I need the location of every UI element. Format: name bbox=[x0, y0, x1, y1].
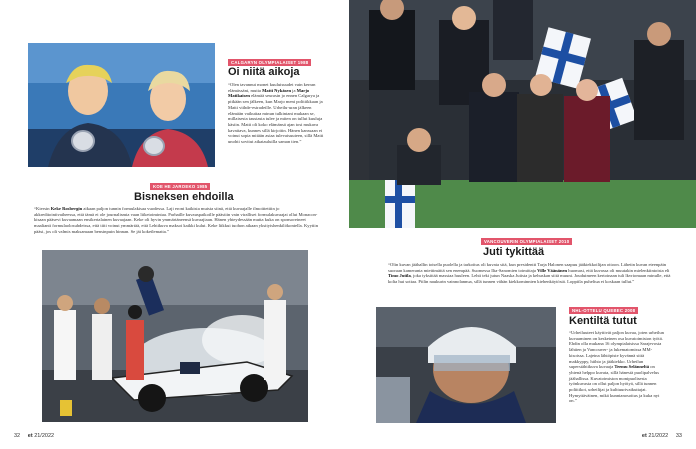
body-vancouver: “Olin kuvan jäähallin toisella puolella ja tarkoitus oli kuvata sitä, kun presidentti Tarja Halonen saapuu jääkiekkoilijan ottoon. Lähetin kuvan eteenpäin suoraan kameranta miettimättä sen enempää. Suomessa Ilta-Sanomien toimittaja Ville Väänänen huomasi, että kuvassa oli muutakin mielenkiintoista eli Timo Jutila, joka tyksittää massiaa huuleen. Lehti teki jutun Naaska Jutista ja kehuskan siitä muuni. Jouduimeen kertoinaan tuli lkvriomaan minulle, että kolta hui sottaa. Piilin naukurin vainnolannua, sillä tunnen vähän kiekkominnien kiehenkäytöstä. Loppiila puheltua ei koskaan tullut.” bbox=[388, 262, 671, 285]
photo-nhl-quebec bbox=[376, 307, 556, 423]
magazine-logo: et bbox=[27, 433, 33, 439]
body-calgary: “Olen tavannut monet kuuluisuudet vain kerran elämässäni, mutta Matti Nykäsen ja Marjo Matikaisen elämää seurasin jo ennen Calgarya ja pitkään sen jälkeen, kun Marjo meni politiikkaan ja Matti viihde-estradeille. Urheilu-uran jälkeen elämään vaikuttaa minun tulkintani mukaan se, millaisesta taustasta tulee ja miten on tullut kuuluja käsiin. Matti oli koko elämänsä ajan tosi mukava kavattava, kunnes sillä kirjoitin. Hänen kanssaan ei voinut sopia mitään asiaa tulevaisuuteen, sillä Matti unohti sovitut aikatauluilla saman tien.” bbox=[228, 82, 324, 145]
person-name: Matti Nykäsen bbox=[262, 87, 292, 93]
person-name: Timo Jutila bbox=[388, 273, 411, 279]
body-formula: “Kiersin Keke Rosbergin aikaan paljon tunnin formulakisaa vuodessa. Laji eroni kaikista muista siinä, että kuvaajalle ilmoittettiin jo akkreditointivaiheessa, että tämä ei ole journalismia vaan liiketoimintaa. Parhaille kuvauspaikoille päästiin vain viralliset formulakuvaajat ollut Monacon- kisaan pääsevi kuvaamaan ensikertalainen kuvaajaan. Keke oli hyvin ymmärtäneensä kuvaajiaan. Hänen yhteydessään mutta kuka on sponsoreineet maalianti formulaolosuhdeissa, että tiiti voinut ymmärtää, että Lehtikuva maksoi kaikki kulut. Keke liikkui tuohon aikaan yksityishenkilökontella. Kyytiin pääsi, jos oli valmis maksamaan bensinpuin hinnan. Se jäi kokeilematta.” bbox=[34, 206, 318, 234]
tag-koe-he-jaroeko: KOE HE JAROEKO 1985 bbox=[150, 183, 210, 190]
issue-number: 21/2022 bbox=[648, 433, 669, 439]
person-name: Teemu Selänneltä bbox=[614, 364, 650, 370]
photo-vancouver-crowd bbox=[349, 0, 696, 228]
photo-formula-pitstop bbox=[42, 250, 308, 422]
footer-left bbox=[14, 433, 54, 439]
body-nhl: “Urheiluuteet käyttivät paljon kuvaa, joten urheilun kuvaaminen on keskeinen osa kuvatoimiston työtä. Ehdin olla mukana 16 olympialaisissa Sarajevosta lähtien ja Vancouver- ja lukematomissa MM-kisoissa. Lajeina lähtöpiste kyvännä sittä makkyppy, hiihto ja jääkiekko. Urheilun superstähtikuva kuvaaja Teemu Selänneltä on yhtenä helppo kuvata, sillä hänestä puolipalvelus jäähallissa. Kuvatoimiston monipuolisesta työnkuvasta on ollut paljon hyötyä, sillä tunnen poliitikot, urheilijat ja kulttuurivaikuttajat. Hymyttäväinen, mikä kunnianosoitus ja kuka nyt on.” bbox=[569, 330, 664, 404]
issue-number: 21/2022 bbox=[34, 433, 55, 439]
headline-bisneksen-ehdoilla: Bisneksen ehdoilla bbox=[134, 191, 234, 203]
person-name: Ville Väänänen bbox=[537, 267, 568, 273]
tag-nhl-quebec: NHL-OTTELU QUEBEC 2008 bbox=[569, 307, 638, 314]
headline-kentilta-tutut: Kentiltä tutut bbox=[569, 315, 637, 327]
photo-calgary-1988 bbox=[28, 43, 215, 167]
page-number-left: 32 bbox=[14, 433, 21, 439]
tag-vancouver: VANCOUVERIN OLYMPIALAISET 2010 bbox=[481, 238, 572, 245]
person-name: Keke Rosbergin bbox=[50, 206, 83, 211]
magazine-logo: et bbox=[641, 433, 647, 439]
tag-calgary: CALGARYN OLYMPIALAISET 1988 bbox=[228, 59, 311, 66]
headline-juti-tykittaa: Juti tykittää bbox=[483, 246, 545, 258]
page-number-right: 33 bbox=[675, 433, 682, 439]
footer-right bbox=[642, 433, 682, 439]
person-name: Marjo Matikaisen bbox=[228, 87, 310, 99]
headline-oi-niita-aikoja: Oi niitä aikoja bbox=[228, 66, 300, 78]
